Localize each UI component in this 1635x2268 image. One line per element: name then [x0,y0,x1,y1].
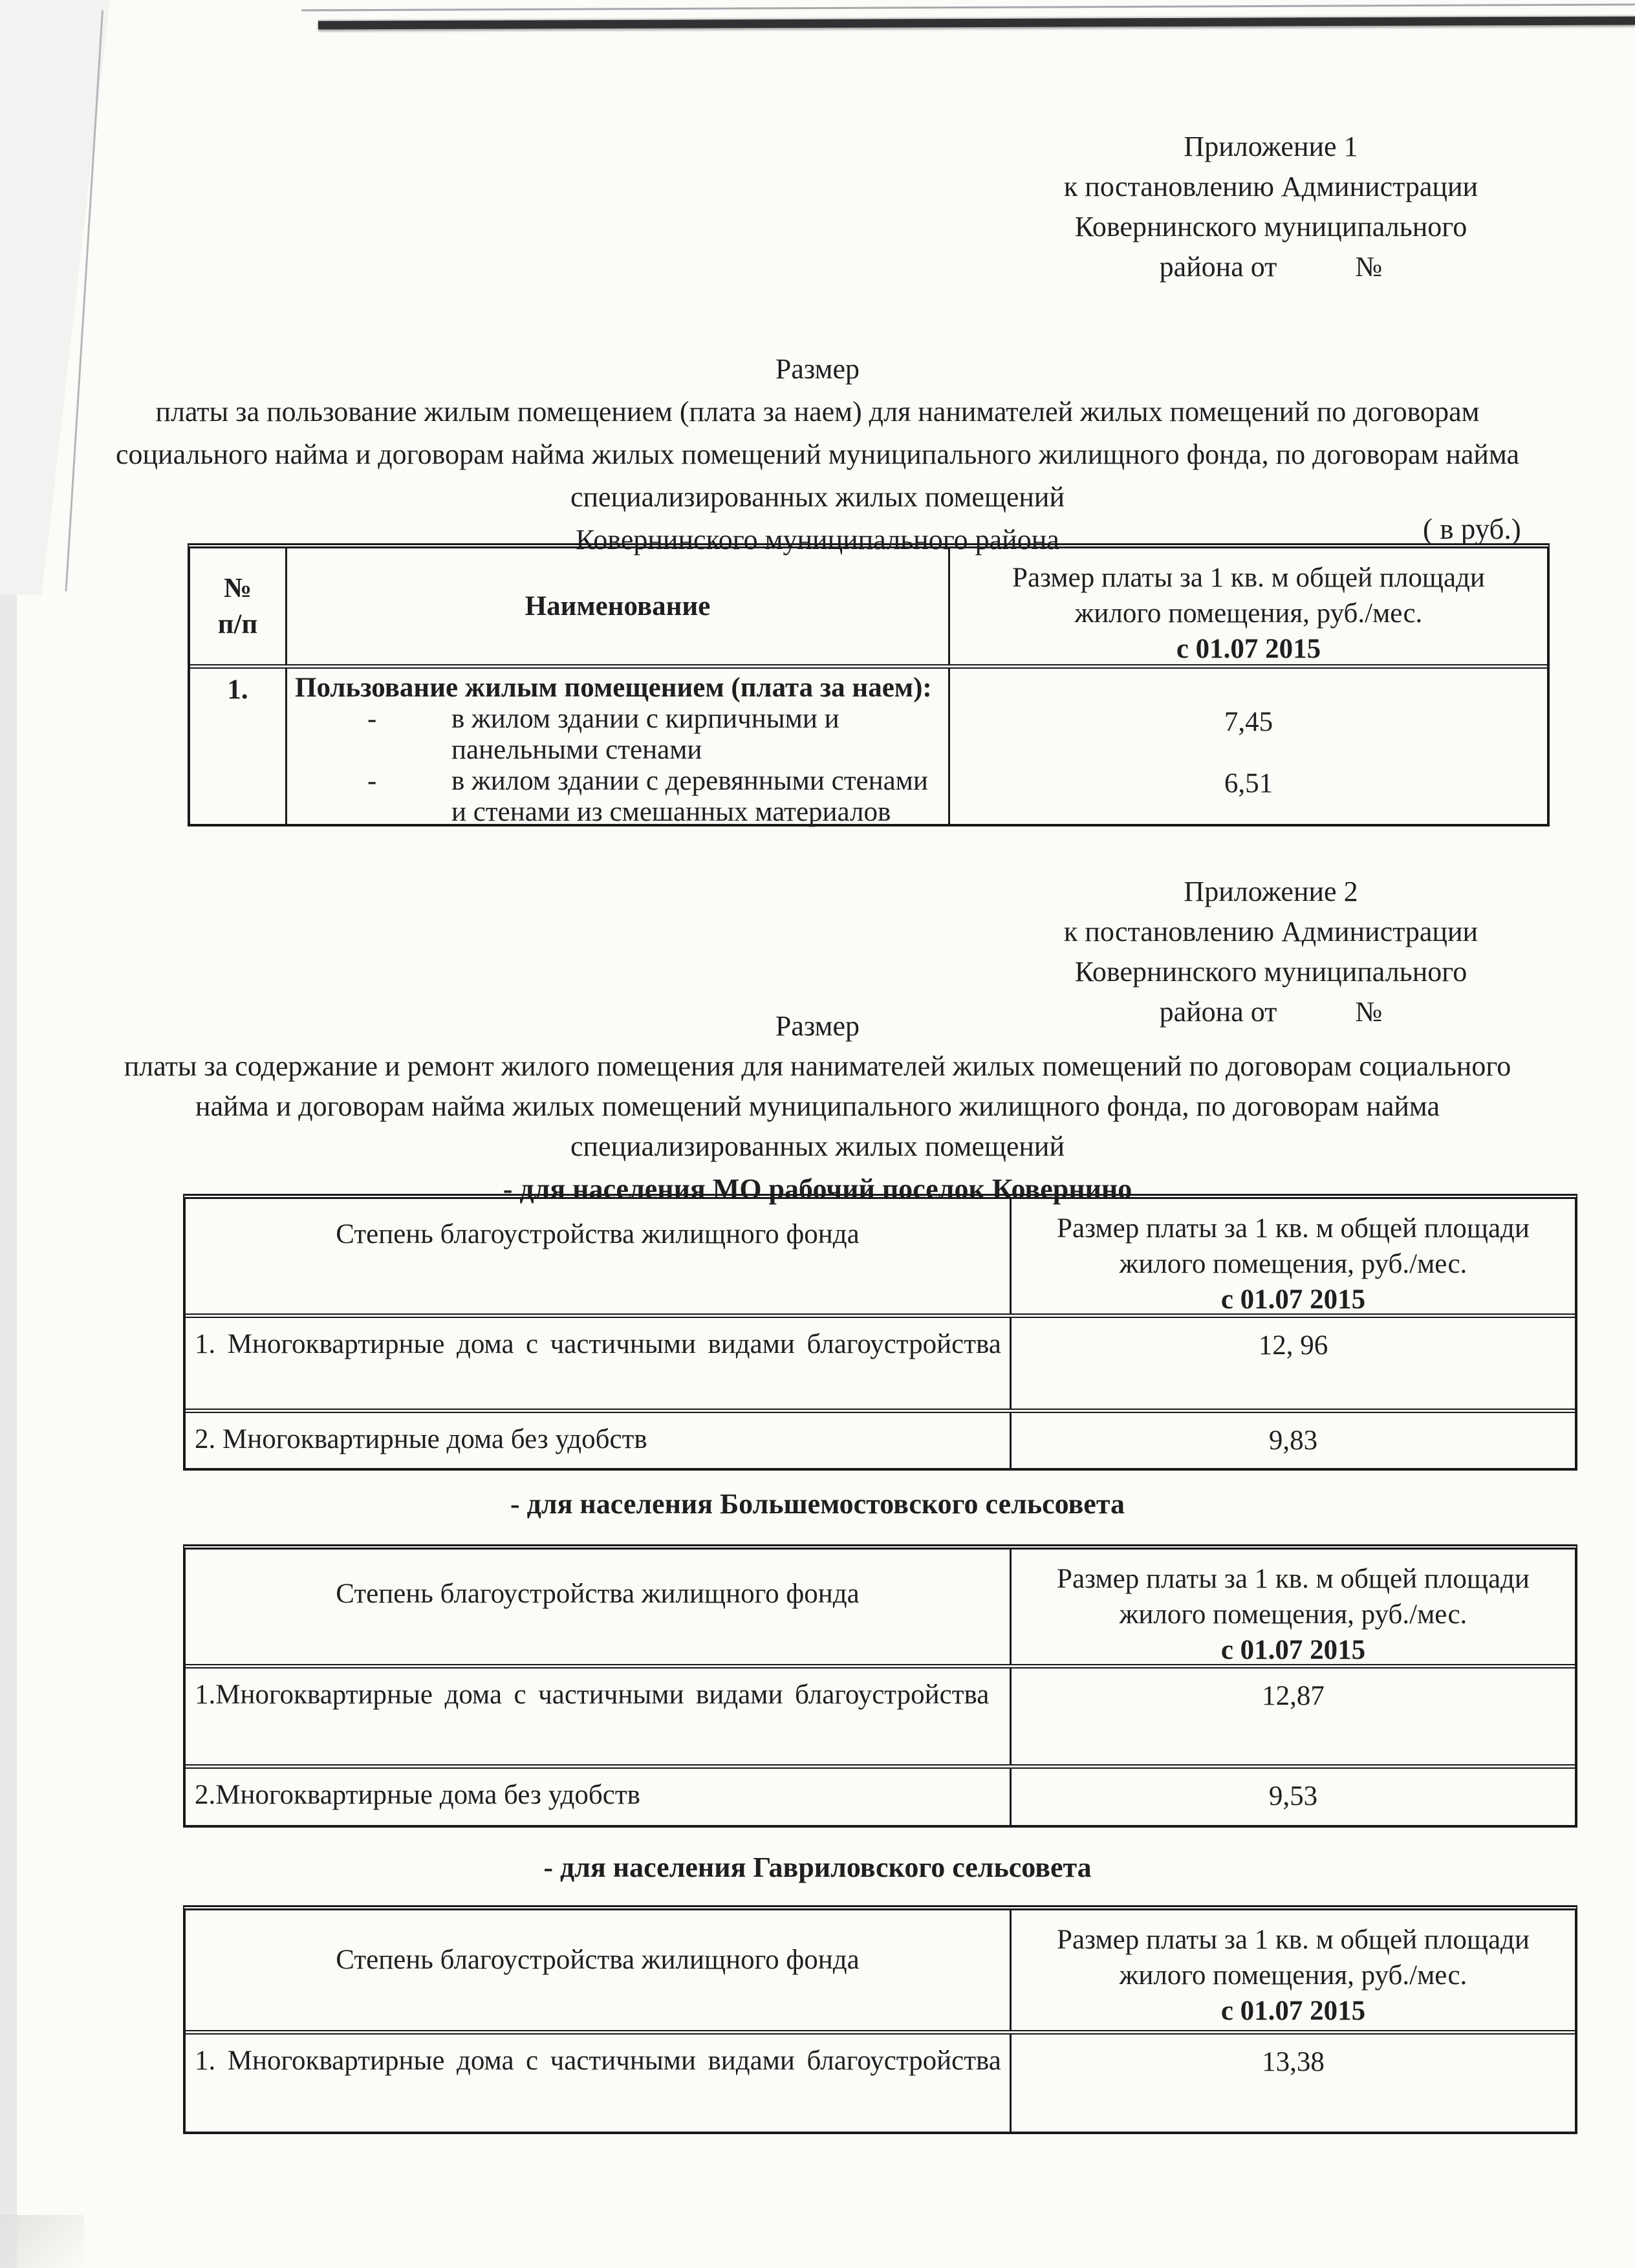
header-cell-value [1010,1910,1575,2030]
title-appendix-2 [96,1006,1539,1209]
scan-bottom-smudge [0,2215,84,2268]
header-value-date: с 01.07 2015 [1220,1996,1366,2026]
title-heading: Размер [775,353,860,385]
header-value-date: с 01.07 2015 [1176,634,1321,664]
appendix-line: Приложение 1 [1184,131,1358,162]
currency-note: ( в руб.) [1423,513,1521,545]
header-value-line: Размер платы за 1 кв. м общей площади [1057,1564,1530,1594]
header-value-date: с 01.07 2015 [1220,1635,1366,1665]
row-value-cell [948,669,1547,824]
row-name-cell: 1.Многоквартирные дома с частичными видами благоустройства [195,1679,990,1710]
tariff-value: 7,45 [1224,707,1273,737]
table-header-row [186,1550,1575,1669]
header-value-line: жилого помещения, руб./мес. [1119,1599,1467,1630]
appendix-line: Ковернинского муниципального [1074,211,1467,243]
title-body: платы за содержание и ремонт жилого помещения для нанимателей жилых помещений по договорам социального найма и договорам найма жилых помещений муниципального жилищного фонда, по договорам найма специализированных жилых помещений [124,1050,1511,1162]
table-row [186,2035,1575,2132]
appendix-line: к постановлению Администрации [1063,916,1478,947]
table-row [186,1669,1575,1764]
scan-top-shadow [318,16,1635,29]
header-value-line: жилого помещения, руб./мес. [1119,1249,1467,1279]
header-name-text: Наименование [525,591,711,621]
table-bolshemostovsky [183,1544,1577,1828]
header-cell-value [948,548,1547,664]
scan-corner-fold [0,0,110,595]
header-value-line: Размер платы за 1 кв. м общей площади [1057,1213,1530,1244]
table-header-row [186,1199,1575,1318]
table-kovernino [183,1194,1577,1471]
row-value-cell: 9,53 [1010,1769,1575,1825]
table-row [186,1318,1575,1409]
table-row [186,1764,1575,1825]
row-name-cell: 2. Многоквартирные дома без удобств [195,1424,647,1454]
header-value-line: Размер платы за 1 кв. м общей площади [1057,1925,1530,1955]
table-row [186,1409,1575,1468]
appendix-line: к постановлению Администрации [1063,171,1478,202]
header-num-line: № [223,572,252,603]
row-name-cell: 1. Многоквартирные дома с частичными видами благоустройства [195,1329,1001,1359]
row-name-cell: 2.Многоквартирные дома без удобств [195,1780,640,1810]
header-num-line: п/п [217,609,258,640]
header-cell-name: Степень благоустройства жилищного фонда [336,1945,860,1975]
table-header-row [186,1910,1575,2035]
header-value-date: с 01.07 2015 [1220,1284,1366,1315]
row-value-cell: 12,87 [1010,1669,1575,1764]
header-value-line: жилого помещения, руб./мес. [1074,598,1423,629]
header-cell-value [1010,1199,1575,1313]
appendix-1-header [938,127,1604,287]
title-region: Ковернинского муниципального района [576,524,1059,556]
appendix-line: района от № [1159,251,1383,283]
appendix-line: Ковернинского муниципального [1074,956,1467,988]
header-cell-name: Степень благоустройства жилищного фонда [336,1219,860,1249]
heading-bolshemostovsky: - для населения Большемостовского сельсовета [510,1488,1125,1520]
row-value-cell: 9,83 [1010,1413,1575,1468]
appendix-line: Приложение 2 [1184,876,1358,907]
header-cell-value [1010,1550,1575,1664]
table-naem-header-row [190,548,1547,669]
header-value-line: жилого помещения, руб./мес. [1119,1960,1467,1991]
row-value-cell: 13,38 [1010,2035,1575,2132]
list-item-text: в жилом здании с кирпичными и панельными стенами [451,704,839,765]
title-heading: Размер [775,1010,860,1042]
table-naem-row [190,669,1547,827]
scan-top-line [301,4,1635,12]
row-name-cell [285,669,948,827]
title-body: платы за пользование жилым помещением (плата за наем) для нанимателей жилых помещений по договорам социального найма и договорам найма жилых помещений муниципального жилищного фонда, по договорам найма специализированных жилых помещений [115,396,1520,513]
dash-marker: - [367,766,377,796]
table-gavrilovsky [183,1905,1577,2134]
heading-gavrilovsky: - для населения Гавриловского сельсовета [543,1852,1092,1883]
row-title: Пользование жилым помещением (плата за наем): [295,673,932,703]
list-item-text: в жилом здании с деревянными стенами и стенами из смешанных материалов [451,766,928,827]
header-value-line: Размер платы за 1 кв. м общей площади [1012,563,1485,593]
row-num-cell: 1. [227,675,248,705]
subtitle-kovernino: - для населения МО рабочий поселок Ковернино [503,1173,1132,1205]
header-cell-num [190,548,285,664]
table-naem [188,543,1550,826]
list-item [367,766,943,828]
header-cell-name: Степень благоустройства жилищного фонда [336,1579,860,1609]
header-cell-name [285,548,948,664]
row-value-cell: 12, 96 [1010,1318,1575,1409]
dash-marker: - [367,704,377,734]
list-item [367,704,943,766]
title-appendix-1 [96,348,1539,561]
appendix-line: района от № [1159,996,1383,1028]
tariff-value: 6,51 [1224,768,1273,799]
row-name-cell: 1. Многоквартирные дома с частичными видами благоустройства [195,2046,1001,2076]
